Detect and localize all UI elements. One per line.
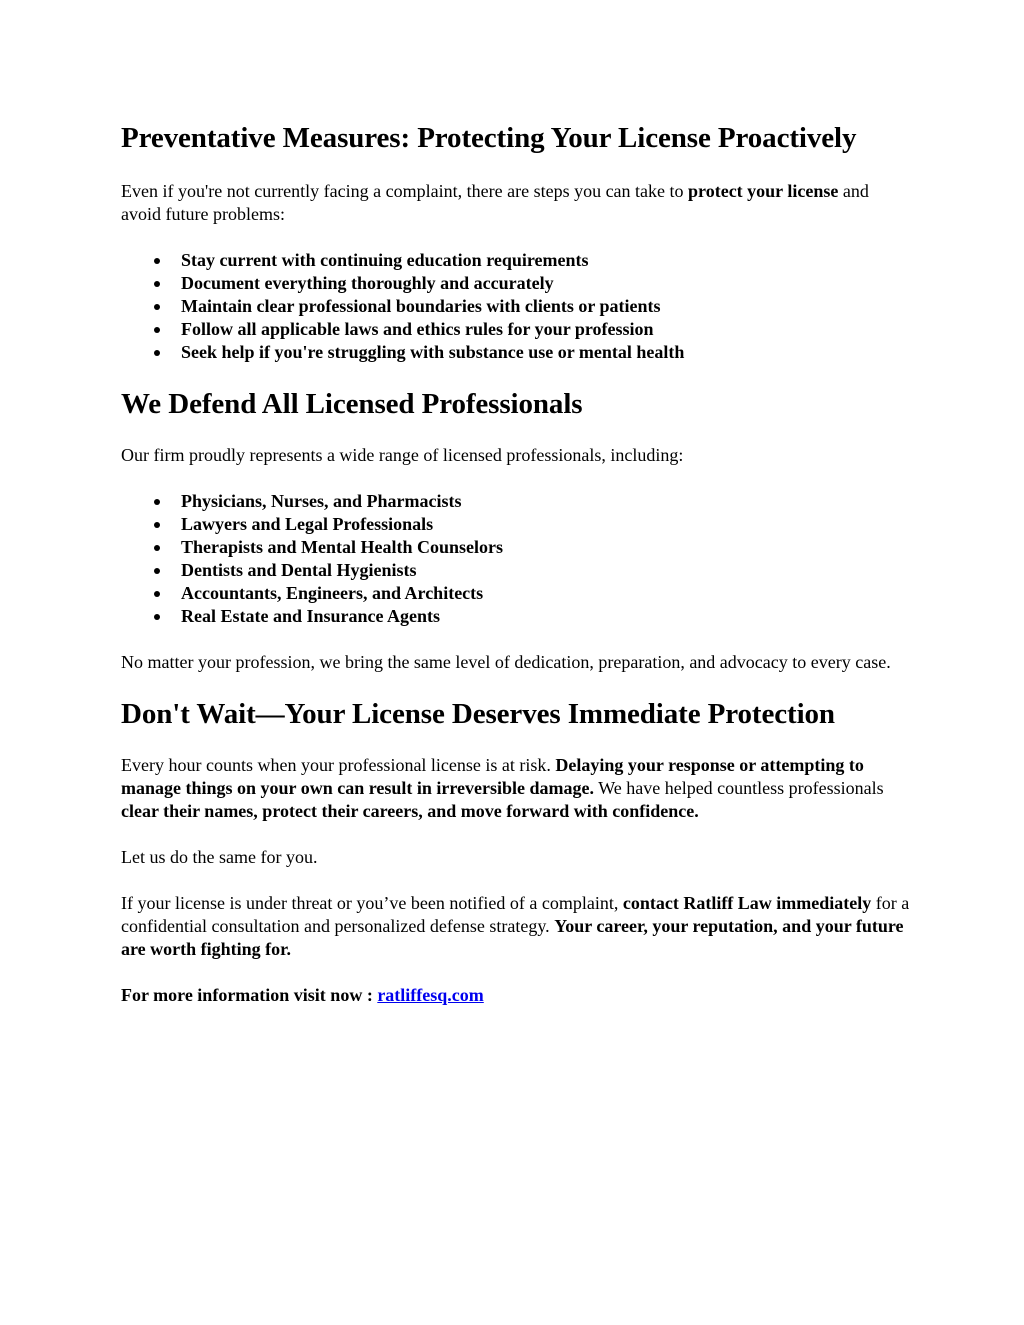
list-item: Physicians, Nurses, and Pharmacists <box>181 490 911 513</box>
contact-paragraph <box>121 892 911 961</box>
every-hour-text-c: We have helped countless professionals <box>594 778 884 798</box>
more-info-paragraph <box>121 984 911 1007</box>
contact-text-a: If your license is under threat or you’ve been notified of a complaint, <box>121 893 623 913</box>
preventative-intro-bold: protect your license <box>688 181 839 201</box>
list-item: Accountants, Engineers, and Architects <box>181 582 911 605</box>
list-item: Follow all applicable laws and ethics rules for your profession <box>181 318 911 341</box>
every-hour-bold-b: Delaying your response or attempting to manage things on your own can result in irreversible damage. <box>121 755 864 798</box>
defend-closing: No matter your profession, we bring the same level of dedication, preparation, and advocacy to every case. <box>121 652 891 672</box>
list-item: Maintain clear professional boundaries with clients or patients <box>181 295 911 318</box>
heading-preventative-measures: Preventative Measures: Protecting Your License Proactively <box>121 122 857 154</box>
document-page <box>121 118 911 1007</box>
preventative-intro-text-c: and avoid future problems: <box>121 181 869 224</box>
let-us-paragraph: Let us do the same for you. <box>121 847 318 867</box>
every-hour-text-a: Every hour counts when your professional license is at risk. <box>121 755 556 775</box>
preventative-list <box>121 249 911 364</box>
contact-bold-b: contact Ratliff Law immediately <box>622 893 872 913</box>
professions-list <box>121 490 911 628</box>
list-item: Lawyers and Legal Professionals <box>181 513 911 536</box>
list-item: Therapists and Mental Health Counselors <box>181 536 911 559</box>
heading-dont-wait: Don't Wait—Your License Deserves Immediate Protection <box>121 698 835 730</box>
contact-bold-d: Your career, your reputation, and your future are worth fighting for. <box>121 916 904 959</box>
more-info-label: For more information visit now : <box>121 985 378 1005</box>
every-hour-paragraph <box>121 754 911 823</box>
heading-we-defend: We Defend All Licensed Professionals <box>121 388 583 420</box>
list-item: Dentists and Dental Hygienists <box>181 559 911 582</box>
list-item: Real Estate and Insurance Agents <box>181 605 911 628</box>
every-hour-bold-d: clear their names, protect their careers, and move forward with confidence. <box>121 801 699 821</box>
list-item: Document everything thoroughly and accurately <box>181 272 911 295</box>
preventative-intro <box>121 180 911 226</box>
defend-intro: Our firm proudly represents a wide range of licensed professionals, including: <box>121 445 684 465</box>
website-link[interactable]: ratliffesq.com <box>377 985 484 1005</box>
list-item: Stay current with continuing education requirements <box>181 249 911 272</box>
contact-text-c: for a confidential consultation and personalized defense strategy. <box>121 893 910 936</box>
preventative-intro-text-a: Even if you're not currently facing a complaint, there are steps you can take to <box>121 181 689 201</box>
list-item: Seek help if you're struggling with substance use or mental health <box>181 341 911 364</box>
